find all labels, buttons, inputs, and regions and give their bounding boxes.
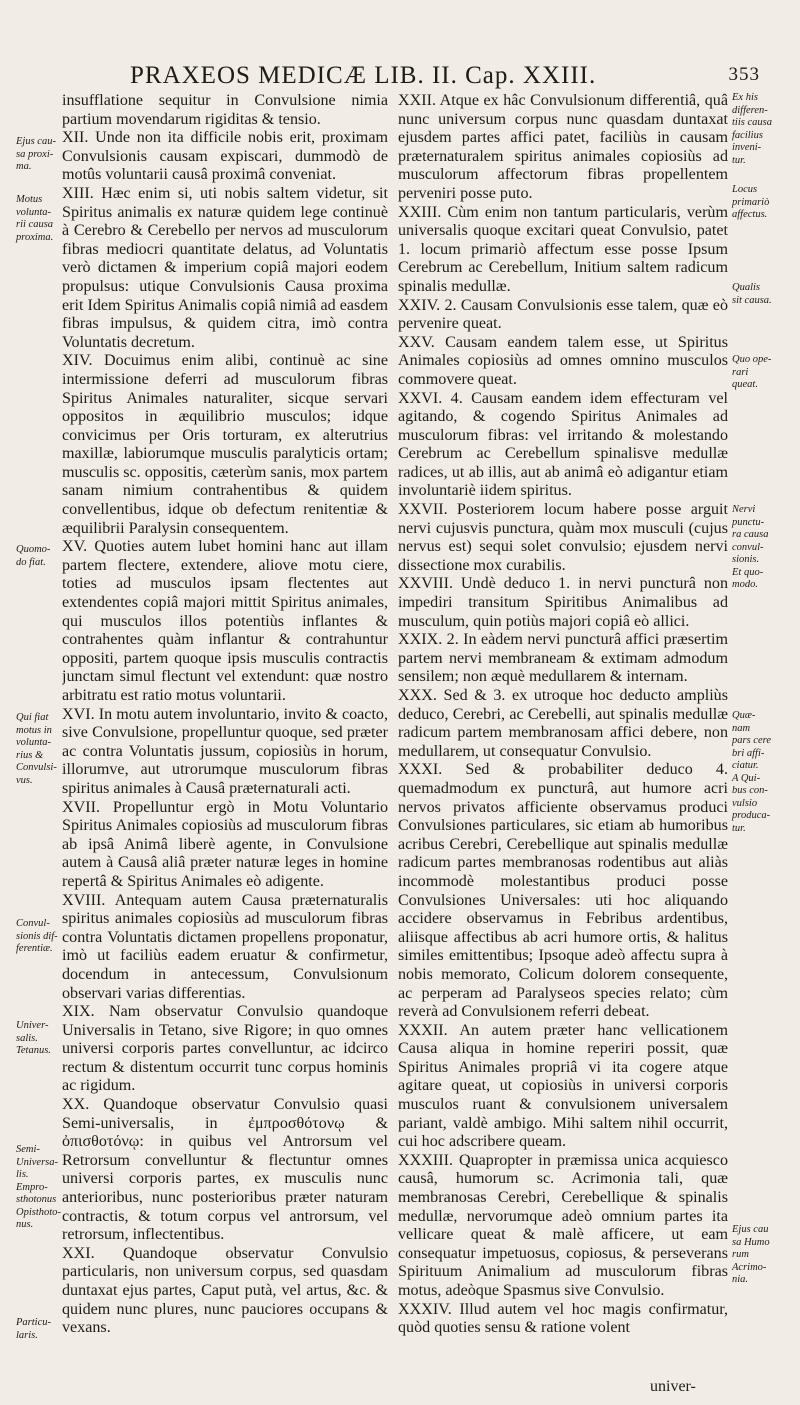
margin-note: Convul- sionis dif- ferentiæ.	[16, 918, 58, 954]
margin-note: Locus primariò affectus.	[732, 184, 770, 220]
margin-note: Ejus cau- sa proxi- ma.	[16, 136, 56, 172]
paragraph: XIX. Nam observatur Convulsio quandoque Universalis in Tetano, sive Rigore; in quo omnes universi corporis partes convelluntur, ac idcirco rectum & distentum occurrit tunc corpus hominis ac rigidum.	[62, 1003, 388, 1095]
left-column	[62, 92, 388, 1392]
margin-note: Semi- Universa- lis. Empro- sthotonus Opisthoto- nus.	[16, 1144, 61, 1230]
paragraph: XV. Quoties autem lubet homini hanc aut illam partem flectere, extendere, aliove motu ciere, toties ad musculos ipsam flectentes aut extendentes copiâ majori mittit Spiritus animales, qui musculos illos potentiùs inflantes & contrahentes quàm inflantur & contrahuntur oppositi, partem quoque ipsis musculis contractis junctam simul flectunt vel extendunt: quæ nostro arbitratu est ratio motus voluntarii.	[62, 538, 388, 704]
left-margin-notes	[16, 92, 60, 1392]
paragraph: XXIII. Cùm enim non tantum particularis, verùm universalis quoque excitari queat Convulsio, patet 1. locum primariò affectum esse posse Ipsum Cerebrum ac Cerebellum, Initium saltem radicum spinalis medullæ.	[398, 203, 728, 295]
margin-note: Quæ- nam pars cere bri affi- ciatur. A Qui- bus con- vulsio produca- tur.	[732, 710, 771, 834]
margin-note: Qui fiat motus in volunta- rius & Convulsi- vus.	[16, 712, 57, 786]
paragraph: XII. Unde non ita difficile nobis erit, proximam Convulsionis causam expiscari, dummodò de motûs voluntarii causâ proximâ conveniat.	[62, 129, 388, 184]
paragraph: XVII. Propelluntur ergò in Motu Voluntario Spiritus Animales copiosiùs ad musculorum fibras ab ipsâ Animâ liberè agente, in Convulsione autem à Causâ aliâ præter naturæ leges in homine repertâ & Spiritus Animales eò adigente.	[62, 798, 388, 890]
margin-note: Motus volunta- rii causa proxima.	[16, 194, 54, 243]
paragraph: XIII. Hæc enim si, uti nobis saltem videtur, sit Spiritus animalis ex naturæ quidem lege continuè à Cerebro & Cerebello per nervos ad musculorum fibras mediocri quantitate delatus, ad Voluntatis verò dictamen & imperium copiâ majori eodem propulsus: utique Convulsionis Causa proxima erit Idem Spiritus Animalis copiâ nimiâ ad easdem fibras impulsus, & quidem citra, imò contra Voluntatis decretum.	[62, 184, 388, 351]
paragraph: XVI. In motu autem involuntario, invito & coacto, sive Convulsione, propelluntur quoque, sed præter ac contra Voluntatis jussum, copiosiùs in horum, illorumve, aut utrorumque musculorum fibras spiritus animales à Causâ præternaturali acti.	[62, 705, 388, 797]
page-number: 353	[728, 64, 760, 85]
margin-note: Univer- salis. Tetanus.	[16, 1020, 51, 1056]
running-title: PRAXEOS MEDICÆ LIB. II. Cap. XXIII.	[130, 62, 597, 89]
paragraph: XIV. Docuimus enim alibi, continuè ac sine intermissione deferri ad musculorum fibras Spiritus Animales naturaliter, sicque servari oppositos in æquilibrio musculos; idque convicimus per Oris torturam, ex alterutrius maxillæ, labiorumque musculis paralyticis ortam; musculis sc. oppositis, cæterùm sanis, mox partem sanam nimium contrahentibus & quidem convellentibus, idque ob defectum renitentiæ & æquilibrii Paralysin consequentem.	[62, 352, 388, 537]
paragraph: insufflatione sequitur in Convulsione nimia partium movendarum rigiditas & tensio.	[62, 92, 388, 128]
paragraph: XXIX. 2. In eàdem nervi puncturâ affici præsertim partem nervi membraneam & extimam admodum sensilem; non æquè medullarem & internam.	[398, 631, 728, 686]
margin-note: Nervi punctu- ra causa convul- sionis. Et quo- modo.	[732, 504, 769, 590]
margin-note: Particu- laris.	[16, 1317, 51, 1341]
margin-note: Ex his differen- tiis causa facilius inveni- tur.	[732, 92, 772, 166]
paragraph: XXXIV. Illud autem vel hoc magis confirmatur, quòd quoties sensu & ratione volent	[398, 1300, 728, 1337]
paragraph: XXVIII. Undè deduco 1. in nervi puncturâ non impediri transitum Spiritibus Animalibus ad musculum, quin potiùs majori copiâ eò allici.	[398, 575, 728, 630]
running-head	[120, 62, 760, 92]
right-margin-notes	[732, 92, 792, 1392]
paragraph: XXII. Atque ex hâc Convulsionum differentiâ, quâ nunc universum corpus nunc quasdam duntaxat ejusdem partes affici patet, faciliùs in causam præternaturalem spiritus animales copiosiùs ad musculorum affectorum fibras propellentem perveniri posse puto.	[398, 92, 728, 202]
margin-note: Quomo- do fiat.	[16, 544, 51, 568]
paragraph: XXIV. 2. Causam Convulsionis esse talem, quæ eò pervenire queat.	[398, 296, 728, 333]
paragraph: XXXII. An autem præter hanc vellicationem Causa aliqua in homine reperiri possit, quæ Spiritus Animales propriâ vi ita cogere atque agitare queat, ut copiosiùs in universi corporis musculos ruant & convulsionem universalem pariant, valdè ambigo. Mihi saltem nihil occurrit, cui hoc adscribere queam.	[398, 1021, 728, 1151]
catchword: univer-	[650, 1378, 696, 1395]
margin-note: Qualis sit causa.	[732, 282, 772, 306]
paragraph: XXV. Causam eandem talem esse, ut Spiritus Animales copiosiùs ad omnes omnino musculos commovere queat.	[398, 333, 728, 388]
paragraph: XVIII. Antequam autem Causa præternaturalis spiritus animales copiosiùs ad musculorum fibras contra Voluntatis dictamen propellens proponatur, imò ut faciliùs eadem eruatur & confirmetur, docendum in antecessum, Convulsionum observari varias differentias.	[62, 891, 388, 1002]
paragraph: XXX. Sed & 3. ex utroque hoc deducto ampliùs deduco, Cerebri, ac Cerebelli, aut spinalis medullæ radicum partem membranosam affici debere, non medullarem, ut consequatur Convulsio.	[398, 687, 728, 760]
paragraph: XXVII. Posteriorem locum habere posse arguit nervi cujusvis punctura, quàm mox musculi (cujus nervus est) sequi solet convulsio; ejusdem nervi dissectione mox curabilis.	[398, 501, 728, 574]
right-column	[398, 92, 728, 1392]
paragraph: XXI. Quandoque observatur Convulsio particularis, non universum corpus, sed quasdam duntaxat ejus partes, Caput putà, vel artus, &c. & quidem nunc plures, nunc pauciores occupans & vexans.	[62, 1244, 388, 1337]
margin-note: Quo ope- rari queat.	[732, 354, 772, 390]
paragraph: XXXIII. Quapropter in præmissa unica acquiesco causâ, humorum sc. Acrimonia tali, quæ membranosas Cerebri, Cerebellique & spinalis medullæ, nervorumque adeò omnium partes ita vellicare queat & malè afficere, ut eam consequatur impetuosus, copiosus, & perseverans Spirituum Animalium ad musculorum fibras motus, adeòque Spasmus sive Convulsio.	[398, 1151, 728, 1299]
margin-note: Ejus cau sa Humo rum Acrimo- nia.	[732, 1224, 770, 1285]
paragraph: XXXI. Sed & probabiliter deduco 4. quemadmodum ex puncturâ, aut humore acri nervos privatos afficiente observamus produci Convulsiones particulares, sic etiam ab humoribus acribus Cerebri, Cerebellique aut spinalis medullæ radicum partes membranosas rodentibus aut aliàs incommodè molestantibus produci posse Convulsiones Universales: uti hoc aliquando accidere observamus in Febribus ardentibus, aliisque affectibus ab acri humore ortis, & halitus similes emittentibus; Ipsoque adeò affectu supra à nobis memorato, Colicum dolorem consequente, ac perperam ad Paralyseos species relato; cùm reverà ad Convulsionem referri debeat.	[398, 761, 728, 1021]
paragraph: XXVI. 4. Causam eandem idem effecturam vel agitando, & cogendo Spiritus Animales ad musculorum fibras: vel irritando & molestando Cerebrum ac Cerebellum spinalisve medullæ radices, ut ab illis, aut ab animâ eò adigantur etiam involuntariè iidem spiritus.	[398, 389, 728, 500]
paragraph: XX. Quandoque observatur Convulsio quasi Semi-universalis, in ἐμπροσθότονῳ & ὀπισθοτόνῳ: in quibus vel Antrorsum vel Retrorsum convelluntur & flectuntur omnes universi corporis partes, ex musculis nunc anterioribus, nunc posterioribus præter naturam contractis, & totum corpus vel antrorsum, vel retrorsum, inflectentibus.	[62, 1096, 388, 1244]
